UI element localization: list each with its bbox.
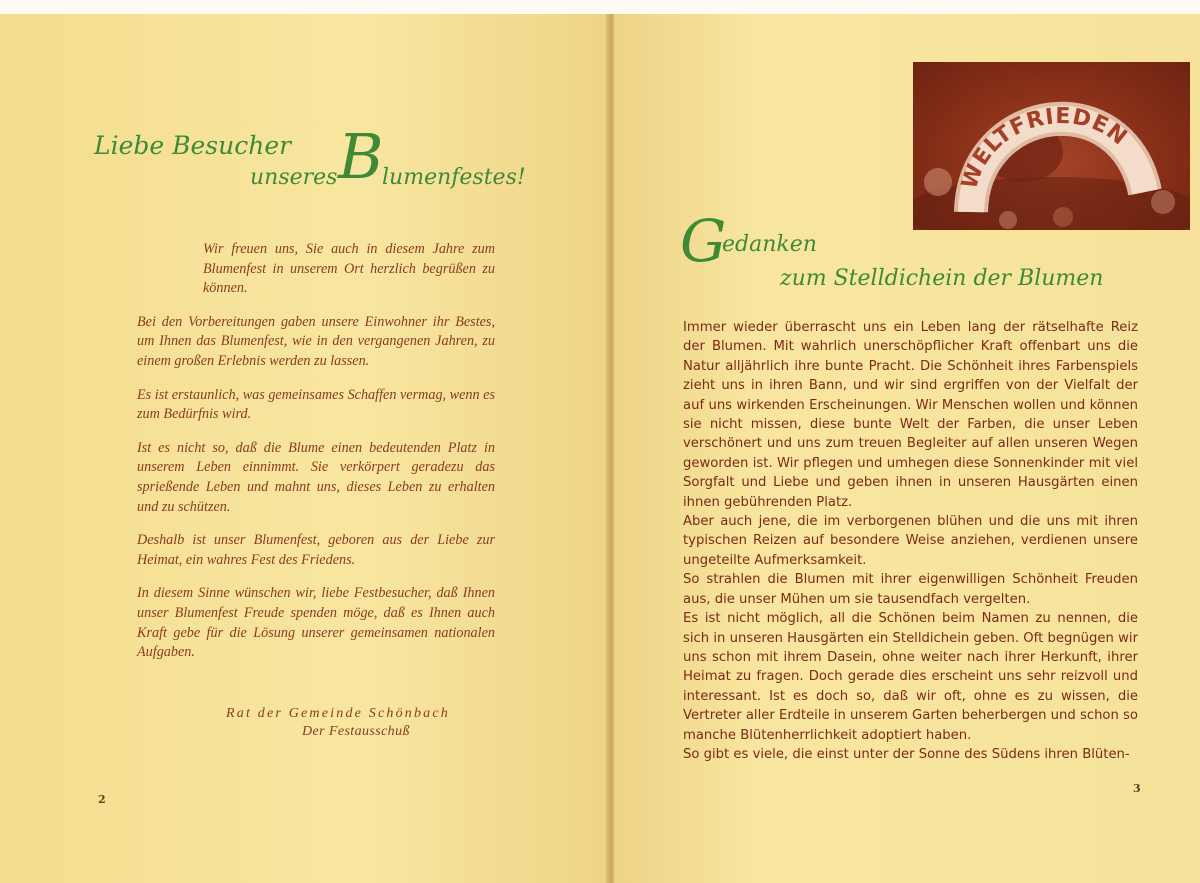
left-paragraph-5: Deshalb ist unser Blumenfest, geboren aus der Liebe zur Heimat, ein wahres Fest des Friedens. bbox=[137, 532, 495, 568]
left-paragraph-1: Wir freuen uns, Sie auch in diesem Jahre zum Blumenfest in unserem Ort herzlich begrüßen zu können. bbox=[203, 241, 495, 297]
weltfrieden-photo bbox=[913, 62, 1190, 230]
left-paragraph-6: In diesem Sinne wünschen wir, liebe Festbesucher, daß Ihnen unser Blumenfest Freude spenden möge, daß es Ihnen auch Kraft gebe für die Lösung unserer gemeinsamen nationalen Aufgaben. bbox=[137, 585, 495, 661]
left-heading-initial: B bbox=[338, 120, 384, 193]
left-paragraph-4: Ist es nicht so, daß die Blume einen bedeutenden Platz in unserem Leben einnimmt. Sie verkörpert geradezu das sprießende Leben und mahnt uns, dieses Leben zu erhalten und zu schützen. bbox=[137, 439, 495, 515]
right-paragraph-1: Immer wieder überrascht uns ein Leben lang der rätselhafte Reiz der Blumen. Mit wahrlich unerschöpflicher Kraft offenbart uns die Natur alljährlich ihre bunte Pracht. Die Schönheit ihres Farbenspiels zieht uns in ihren Bann, und wir sind ergriffen von der Vielfalt der auf uns wirkenden Erscheinungen. Wir Menschen wollen und können sie nicht missen, diese bunte Welt der Farben, die unser Leben verschönert und uns zum treuen Begleiter auf allen unseren Wegen geworden ist. Wir pflegen und umhegen diese Sonnenkinder mit viel Sorgfalt und Liebe und geben ihnen in unseren Hausgärten einen ihnen gebührenden Platz. bbox=[683, 320, 1138, 510]
left-paragraph-3: Es ist erstaunlich, was gemeinsames Schaffen vermag, wenn es zum Bedürfnis wird. bbox=[137, 386, 495, 423]
right-paragraph-2: Aber auch jene, die im verborgenen blühen und die uns mit ihren typischen Reizen auf besondere Weise anziehen, verdienen unsere ungeteilte Aufmerksamkeit. bbox=[683, 514, 1138, 568]
left-heading-line1: Liebe Besucher bbox=[94, 131, 292, 160]
right-body-text bbox=[683, 318, 1138, 764]
right-heading-line1: edanken bbox=[722, 232, 817, 257]
left-paragraph-2: Bei den Vorbereitungen gaben unsere Einwohner ihr Bestes, um Ihnen das Blumenfest, wie in den vergangenen Jahren, zu einem großen Erlebnis werden zu lassen. bbox=[137, 313, 495, 369]
arch-lettering: WELTFRIEDEN bbox=[957, 104, 1133, 193]
right-heading-line2: zum Stelldichein der Blumen bbox=[780, 266, 1104, 291]
left-heading-line2-pre: unseres bbox=[250, 165, 338, 190]
signature-council: Rat der Gemeinde Schönbach bbox=[226, 706, 450, 721]
right-paragraph-5: So gibt es viele, die einst unter der Sonne des Südens ihren Blüten- bbox=[683, 746, 1130, 762]
arch-illustration bbox=[913, 62, 1190, 230]
left-heading-line2-post: lumenfestes! bbox=[382, 165, 526, 190]
signature-committee: Der Festausschuß bbox=[302, 724, 410, 739]
right-paragraph-3: So strahlen die Blumen mit ihrer eigenwilligen Schönheit Freuden aus, die unser Mühen um sie tausendfach vergelten. bbox=[683, 572, 1138, 607]
page-number-left: 2 bbox=[98, 793, 106, 806]
left-body-text bbox=[137, 240, 495, 677]
right-paragraph-4: Es ist nicht möglich, all die Schönen beim Namen zu nennen, die sich in unseren Hausgärten ein Stelldichein geben. Oft begnügen wir uns schon mit ihrem Dasein, ohne weiter nach ihrer Herkunft, ihrer Heimat zu fragen. Doch gerade dies erscheint uns sehr reizvoll und interessant. Ist es doch so, daß wir oft, ohne es zu wissen, die Vertreter aller Erdteile in unserem Garten beherbergen und schon so manche Blütenherrlichkeit adoptiert haben. bbox=[683, 611, 1138, 743]
page-number-right: 3 bbox=[1133, 782, 1141, 795]
right-heading-initial: G bbox=[680, 207, 727, 275]
